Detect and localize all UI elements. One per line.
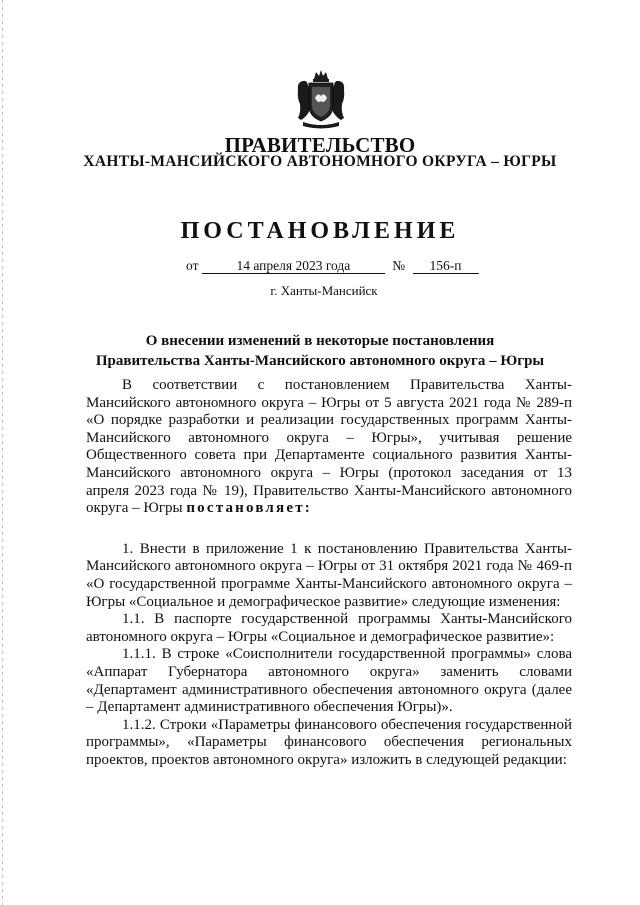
date-number-line [186,258,479,274]
item-1-1-paragraph: 1.1. В паспорте государственной программы Ханты-Мансийского автономного округа – Югры «Социальное и демографическое развитие»: [86,611,572,645]
date-prefix: от [186,258,199,273]
subject-line-1: О внесении изменений в некоторые постановления [145,333,495,349]
document-date: 14 апреля 2023 года [202,258,385,274]
number-prefix: № [392,258,406,273]
document-number: 156-п [413,258,479,274]
coat-of-arms-emblem [295,68,347,130]
city-label: г. Ханты-Мансийск [270,283,378,298]
resolves-word: постановляет: [186,500,312,517]
item-1-paragraph: 1. Внести в приложение 1 к постановлению Правительства Ханты-Мансийского автономного округа – Югры от 31 октября 2021 года № 469-п «О государственной программе Ханты-Мансийского автономного округа – Югры «Социальное и демографическое развитие» следующие изменения: [86,540,572,610]
government-region: ХАНТЫ-МАНСИЙСКОГО АВТОНОМНОГО ОКРУГА – ЮГРЫ [83,153,557,170]
item-1-1-1-paragraph: 1.1.1. В строке «Соисполнители государственной программы» слова «Аппарат Губернатора автономного округа» заменить словами «Департамент административного обеспечения автономного округа (далее – Департамент административного обеспечения Югры)». [86,646,572,716]
document-type-title: ПОСТАНОВЛЕНИЕ [180,218,460,244]
item-1-1-2-paragraph: 1.1.2. Строки «Параметры финансового обеспечения государственной программы», «Параметры финансового обеспечения региональных проектов, проектов автономного округа» изложить в следующей редакции: [86,716,572,768]
preamble-paragraph [86,377,572,518]
document-subject [0,331,640,371]
government-title: ПРАВИТЕЛЬСТВО [224,133,416,157]
document-body [86,377,572,769]
subject-line-2: Правительства Ханты-Мансийского автономного округа – Югры [95,353,545,369]
preamble-text: В соответствии с постановлением Правительства Ханты-Мансийского автономного округа – Югры от 5 августа 2021 года № 289-п «О порядке разработки и реализации государственных программ Ханты-Мансийского автономного округа – Югры», учитывая решение Общественного совета при Департаменте социального развития Ханты-Мансийского автономного округа – Югры (протокол заседания от 13 апреля 2023 года № 19), Правительство Ханты-Мансийского автономного округа – Югры [86,377,572,517]
